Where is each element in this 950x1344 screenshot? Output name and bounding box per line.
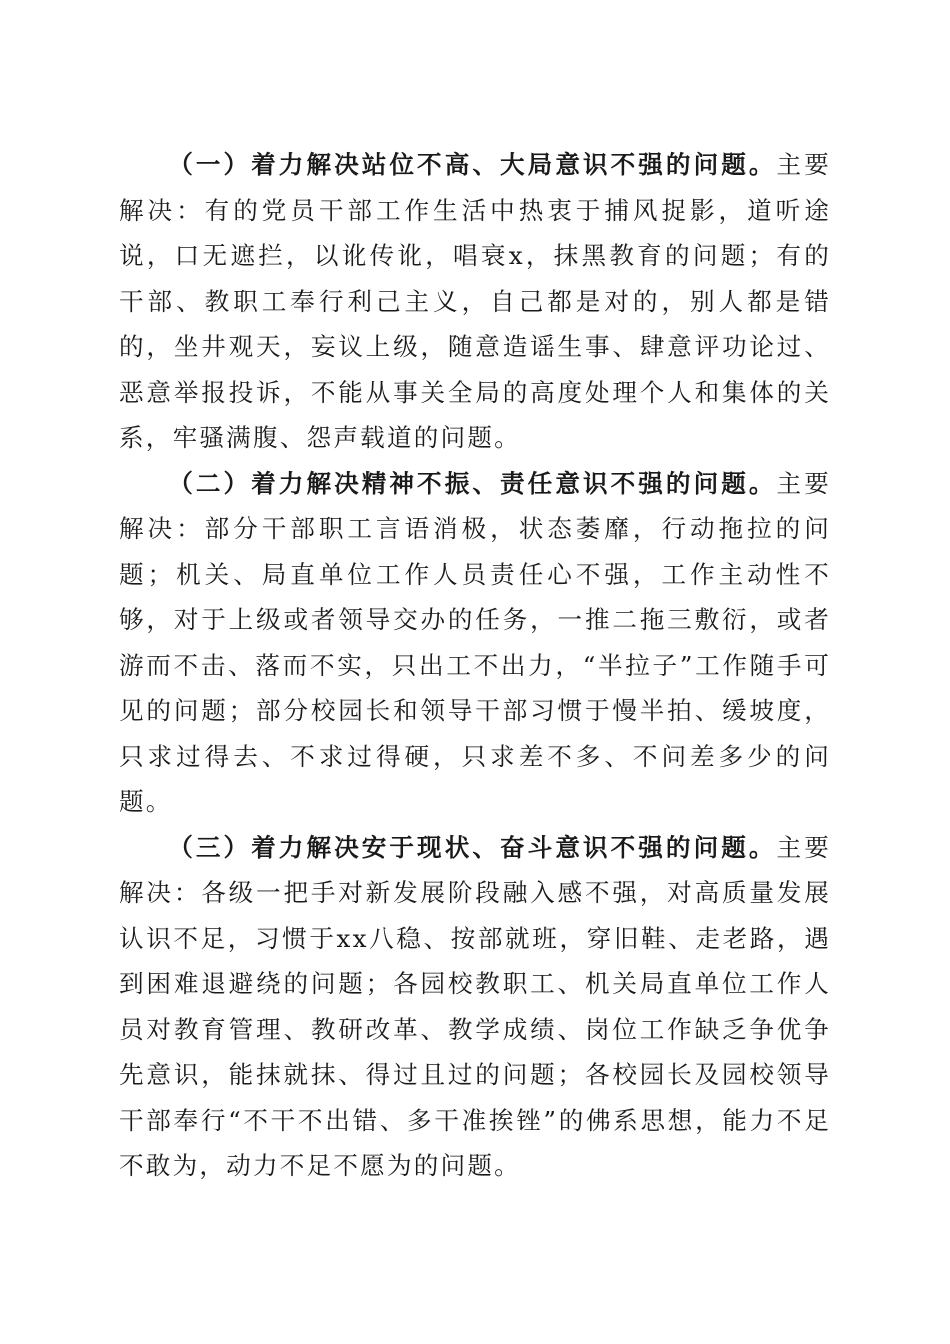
paragraph-2-heading: （二）着力解决精神不振、责任意识不强的问题。 [168,468,777,498]
document-body [119,142,831,1189]
paragraph-3 [119,825,831,1189]
paragraph-1-heading: （一）着力解决站位不高、大局意识不强的问题。 [168,150,777,179]
paragraph-3-heading: （三）着力解决安于现状、奋斗意识不强的问题。 [168,832,777,862]
paragraph-2 [119,461,831,825]
paragraph-2-body: 主要解决：部分干部职工言语消极，状态萎靡，行动拖拉的问题；机关、局直单位工作人员责任心不强，工作主动性不够，对于上级或者领导交办的任务，一推二拖三敷衍，或者游而不击、落而不实，只出工不出力，“半拉子”工作随手可见的问题；部分校园长和领导干部习惯于慢半拍、缓坡度，只求过得去、不求过得硬，只求差不多、不问差多少的问题。 [119,468,831,816]
paragraph-3-body: 主要解决：各级一把手对新发展阶段融入感不强，对高质量发展认识不足，习惯于xx八稳、按部就班，穿旧鞋、走老路，遇到困难退避绕的问题；各园校教职工、机关局直单位工作人员对教育管理、教研改革、教学成绩、岗位工作缺乏争优争先意识，能抹就抹、得过且过的问题；各校园长及园校领导干部奉行“不干不出错、多干准挨锉”的佛系思想，能力不足不敢为，动力不足不愿为的问题。 [119,832,831,1180]
paragraph-1 [119,142,831,461]
paragraph-1-body: 主要解决：有的党员干部工作生活中热衷于捕风捉影，道听途说，口无遮拦，以讹传讹，唱衰x，抹黑教育的问题；有的干部、教职工奉行利己主义，自己都是对的，别人都是错的，坐井观天，妄议上级，随意造谣生事、肆意评功论过、恶意举报投诉，不能从事关全局的高度处理个人和集体的关系，牢骚满腹、怨声载道的问题。 [119,150,831,452]
